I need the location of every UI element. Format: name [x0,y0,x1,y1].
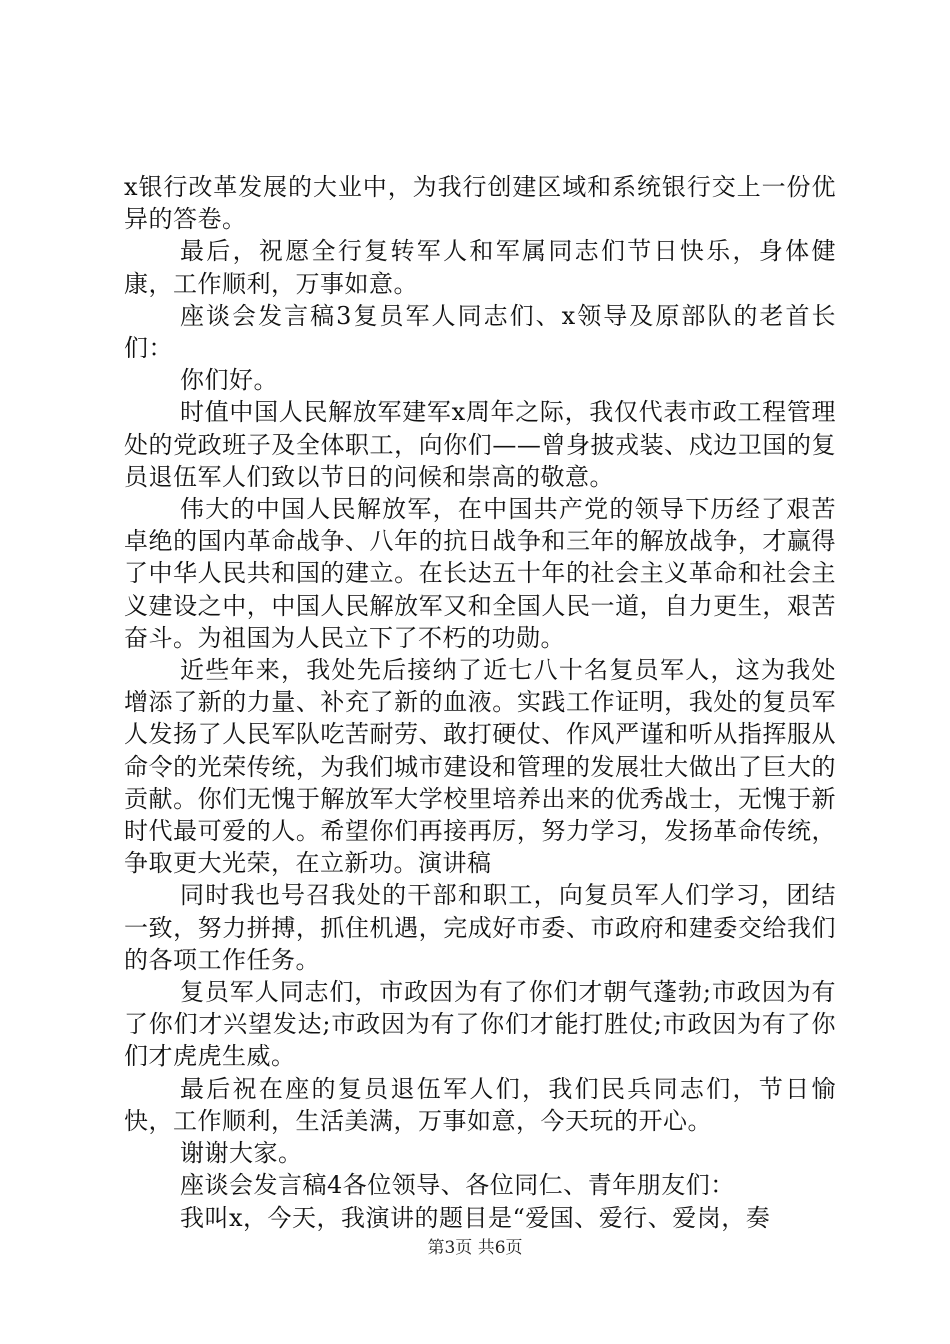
paragraph: 座谈会发言稿3复员军人同志们、x领导及原部队的老首长们： [124,301,836,363]
paragraph: 谢谢大家。 [180,1139,303,1168]
paragraph: 近些年来，我处先后接纳了近七八十名复员军人，这为我处增添了新的力量、补充了新的血液。实践工作证明，我处的复员军人发扬了人民军队吃苦耐劳、敢打硬仗、作风严谨和听从指挥服从命令的光荣传统，为我们城市建设和管理的发展壮大做出了巨大的贡献。你们无愧于解放军大学校里培养出来的优秀战士，无愧于新时代最可爱的人。希望你们再接再厉，努力学习，发扬革命传统，争取更大光荣，在立新功。演讲稿 [124,656,836,878]
paragraph: 座谈会发言稿4各位领导、各位同仁、青年朋友们： [180,1171,735,1200]
paragraph-continuation: x银行改革发展的大业中，为我行创建区域和系统银行交上一份优异的答卷。 [124,173,836,234]
paragraph: 伟大的中国人民解放军，在中国共产党的领导下历经了艰苦卓绝的国内革命战争、八年的抗日战争和三年的解放战争，才赢得了中华人民共和国的建立。在长达五十年的社会主义革命和社会主义建设之中，中国人民解放军又和全国人民一道，自力更生，艰苦奋斗。为祖国为人民立下了不朽的功勋。 [124,495,836,652]
paragraph: 最后，祝愿全行复转军人和军属同志们节日快乐，身体健康，工作顺利，万事如意。 [124,237,836,298]
paragraph: 复员军人同志们，市政因为有了你们才朝气蓬勃;市政因为有了你们才兴望发达;市政因为有了你们才能打胜仗;市政因为有了你们才虎虎生威。 [124,978,836,1071]
paragraph: 最后祝在座的复员退伍军人们，我们民兵同志们，节日愉快，工作顺利，生活美满，万事如意，今天玩的开心。 [124,1074,836,1135]
paragraph: 你们好。 [180,366,278,395]
paragraph: 时值中国人民解放军建军x周年之际，我仅代表市政工程管理处的党政班子及全体职工，向你们——曾身披戎装、戍边卫国的复员退伍军人们致以节日的问候和崇高的敬意。 [124,398,836,491]
document-body [124,171,836,1234]
paragraph: 同时我也号召我处的干部和职工，向复员军人们学习，团结一致，努力拼搏，抓住机遇，完成好市委、市政府和建委交给我们的各项工作任务。 [124,881,836,974]
page-footer: 第3页 共6页 [427,1238,523,1258]
paragraph: 我叫x，今天，我演讲的题目是“爱国、爱行、爱岗，奏 [180,1203,771,1232]
